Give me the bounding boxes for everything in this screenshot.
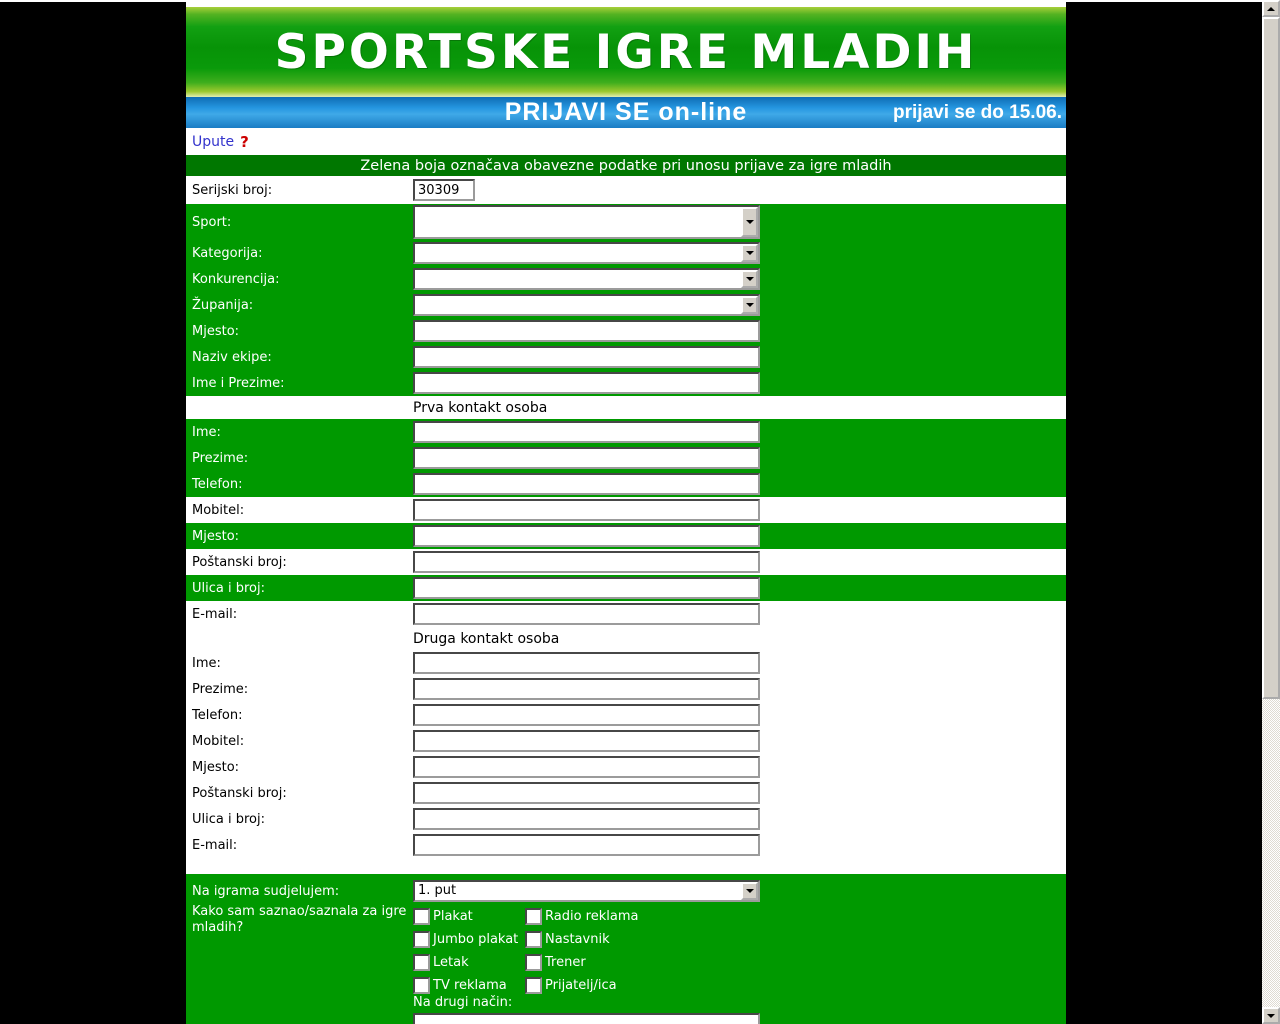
c1-prezime-input[interactable] xyxy=(413,447,760,469)
help-question-icon[interactable]: ? xyxy=(240,132,249,151)
tv-reklama-checkbox[interactable] xyxy=(413,977,430,994)
c1-telefon-row: Telefon: xyxy=(186,471,1066,497)
konkurencija-label: Konkurencija: xyxy=(192,271,280,287)
zupanija-label: Županija: xyxy=(192,297,254,313)
c2-mjesto-input[interactable] xyxy=(413,756,760,778)
c2-mobitel-input[interactable] xyxy=(413,730,760,752)
option-trener: Trener xyxy=(525,952,638,972)
deadline-text: prijavi se do 15.06. xyxy=(893,101,1062,123)
chevron-down-icon[interactable] xyxy=(741,296,758,314)
c1-ulica-row: Ulica i broj: xyxy=(186,575,1066,601)
serial-row xyxy=(186,176,1066,204)
c2-mjesto-row: Mjesto: xyxy=(186,754,1066,780)
form-page xyxy=(186,2,1066,1024)
participation-row xyxy=(186,878,1066,904)
c1-mjesto-row: Mjesto: xyxy=(186,523,1066,549)
c1-ime-row: Ime: xyxy=(186,419,1066,445)
trener-checkbox[interactable] xyxy=(525,954,542,971)
c2-ime-input[interactable] xyxy=(413,652,760,674)
sport-row xyxy=(186,204,1066,240)
contact1-heading: Prva kontakt osoba xyxy=(186,396,1066,419)
survey-options xyxy=(413,906,638,995)
naziv-ekipe-input[interactable] xyxy=(413,346,760,368)
page-title: SPORTSKE IGRE MLADIH xyxy=(274,24,978,80)
c2-prezime-input[interactable] xyxy=(413,678,760,700)
nastavnik-checkbox[interactable] xyxy=(525,931,542,948)
upute-row xyxy=(186,128,1066,155)
c1-mobitel-row: Mobitel: xyxy=(186,497,1066,523)
c1-ulica-input[interactable] xyxy=(413,577,760,599)
plakat-checkbox[interactable] xyxy=(413,908,430,925)
scroll-down-button[interactable] xyxy=(1262,1007,1280,1024)
konkurencija-select[interactable] xyxy=(413,268,760,290)
participation-select[interactable]: 1. put xyxy=(413,880,760,902)
sport-select[interactable] xyxy=(413,205,760,239)
konkurencija-row xyxy=(186,266,1066,292)
c1-email-input[interactable] xyxy=(413,603,760,625)
mjesto-row xyxy=(186,318,1066,344)
jumbo-plakat-checkbox[interactable] xyxy=(413,931,430,948)
c1-postanski-input[interactable] xyxy=(413,551,760,573)
c1-postanski-row: Poštanski broj: xyxy=(186,549,1066,575)
option-prijatelj: Prijatelj/ica xyxy=(525,975,638,995)
sport-label: Sport: xyxy=(192,214,232,230)
mjesto-label: Mjesto: xyxy=(192,323,240,339)
option-tv-reklama: TV reklama xyxy=(413,975,525,995)
naziv-ekipe-row xyxy=(186,344,1066,370)
scroll-up-button[interactable] xyxy=(1262,0,1280,17)
option-jumbo-plakat: Jumbo plakat xyxy=(413,929,525,949)
serial-label: Serijski broj: xyxy=(192,182,273,198)
chevron-down-icon[interactable] xyxy=(741,244,758,262)
scrollbar-thumb[interactable] xyxy=(1262,17,1280,699)
c1-prezime-row: Prezime: xyxy=(186,445,1066,471)
naziv-ekipe-label: Naziv ekipe: xyxy=(192,349,272,365)
prijatelj-checkbox[interactable] xyxy=(525,977,542,994)
mjesto-input[interactable] xyxy=(413,320,760,342)
ime-prezime-row xyxy=(186,370,1066,396)
letak-checkbox[interactable] xyxy=(413,954,430,971)
c1-telefon-input[interactable] xyxy=(413,473,760,495)
c2-telefon-input[interactable] xyxy=(413,704,760,726)
kategorija-label: Kategorija: xyxy=(192,245,263,261)
subtitle-text: PRIJAVI SE on-line xyxy=(504,98,748,126)
chevron-down-icon[interactable] xyxy=(741,207,758,237)
chevron-down-icon[interactable] xyxy=(741,270,758,288)
option-letak: Letak xyxy=(413,952,525,972)
c1-mjesto-input[interactable] xyxy=(413,525,760,547)
required-fields-notice: Zelena boja označava obavezne podatke pri unosu prijave za igre mladih xyxy=(186,155,1066,176)
participation-label: Na igrama sudjelujem: xyxy=(192,883,340,899)
upute-link[interactable]: Upute xyxy=(192,133,235,150)
vertical-scrollbar[interactable] xyxy=(1262,0,1280,1024)
other-way-input[interactable] xyxy=(413,1013,760,1024)
c1-ime-input[interactable] xyxy=(413,421,760,443)
radio-reklama-checkbox[interactable] xyxy=(525,908,542,925)
c2-telefon-row: Telefon: xyxy=(186,702,1066,728)
c1-mobitel-input[interactable] xyxy=(413,499,760,521)
contact2-heading: Druga kontakt osoba xyxy=(186,627,1066,650)
c2-email-row: E-mail: xyxy=(186,832,1066,858)
option-nastavnik: Nastavnik xyxy=(525,929,638,949)
ime-prezime-label: Ime i Prezime: xyxy=(192,375,285,391)
subtitle-bar xyxy=(186,97,1066,128)
c2-email-input[interactable] xyxy=(413,834,760,856)
chevron-down-icon[interactable] xyxy=(741,882,758,900)
c2-prezime-row: Prezime: xyxy=(186,676,1066,702)
zupanija-select[interactable] xyxy=(413,294,760,316)
survey-question: Kako sam saznao/saznala za igre mladih? xyxy=(192,904,407,935)
kategorija-select[interactable] xyxy=(413,242,760,264)
other-way-label: Na drugi način: xyxy=(413,995,513,1010)
logo-banner xyxy=(186,7,1066,97)
kategorija-row xyxy=(186,240,1066,266)
c2-postanski-input[interactable] xyxy=(413,782,760,804)
zupanija-row xyxy=(186,292,1066,318)
c2-mobitel-row: Mobitel: xyxy=(186,728,1066,754)
c1-email-row: E-mail: xyxy=(186,601,1066,627)
c2-ulica-input[interactable] xyxy=(413,808,760,830)
option-radio-reklama: Radio reklama xyxy=(525,906,638,926)
c2-ulica-row: Ulica i broj: xyxy=(186,806,1066,832)
c2-ime-row: Ime: xyxy=(186,650,1066,676)
c2-postanski-row: Poštanski broj: xyxy=(186,780,1066,806)
option-plakat: Plakat xyxy=(413,906,525,926)
serial-input[interactable] xyxy=(413,179,475,201)
spacer xyxy=(186,858,1066,874)
survey-section xyxy=(186,874,1066,1024)
ime-prezime-input[interactable] xyxy=(413,372,760,394)
